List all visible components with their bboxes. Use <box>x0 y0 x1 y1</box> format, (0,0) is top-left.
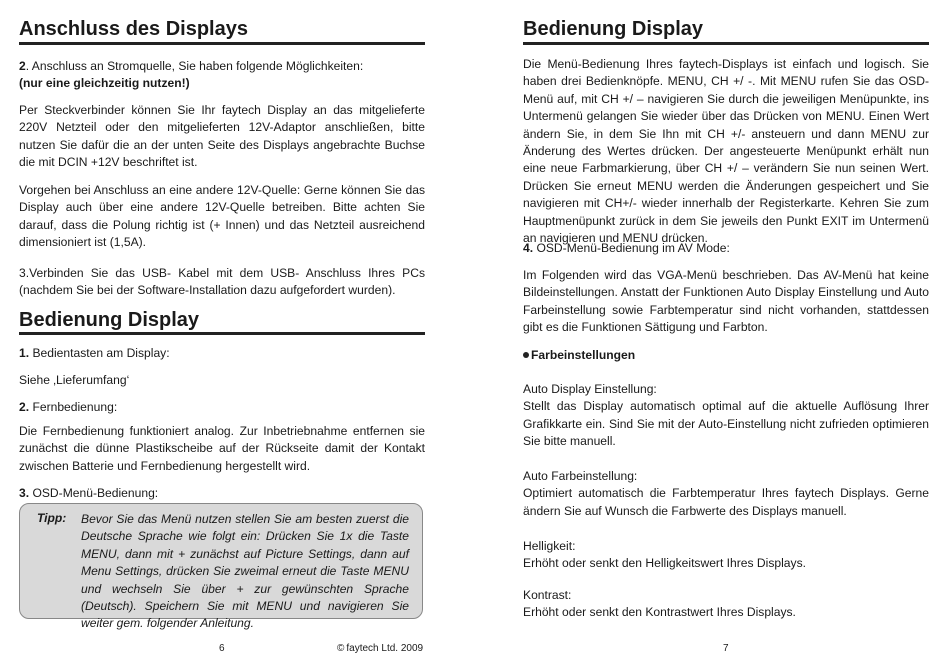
farbeinstellungen-heading <box>523 347 929 364</box>
section-title: Fernbedienung: <box>29 400 118 414</box>
bold-note: (nur eine gleichzeitig nutzen!) <box>19 76 190 91</box>
auto-farb-title: Auto Farbeinstellung: <box>523 469 638 483</box>
heading-rule <box>523 42 929 45</box>
left-page <box>19 0 425 659</box>
copyright-icon: © <box>337 643 345 654</box>
tip-text: Bevor Sie das Menü nutzen stellen Sie am besten zuerst die Deutsche Sprache wie folgt ein: Drücken Sie 1x die Taste MENU, dann mit + zunächst auf Picture Settings, dann auf Menu Settings, drücken Sie zweimal erneut die Taste MENU und wechseln Sie über + zur gewünschten Sprache (Deutsch). Speichern Sie mit MENU und navigieren Sie weiter gem. folgender Anleitung. <box>81 512 409 631</box>
auto-farb-block <box>523 468 929 520</box>
kontrast-block <box>523 587 929 622</box>
auto-display-block <box>523 381 929 451</box>
section-title: Bedientasten am Display: <box>29 346 170 360</box>
section-title: OSD-Menü-Bedienung im AV Mode: <box>533 241 730 255</box>
item-number: 3. <box>19 486 30 500</box>
page-number-left: 6 <box>219 643 225 654</box>
auto-display-body: Stellt das Display automatisch optimal auf die aktuelle Auflösung Ihrer Grafikkarte ein. Sind Sie mit der Auto-Einstellung nicht zufrieden optimieren Sie bitte manuell. <box>523 399 929 449</box>
right-page <box>523 0 929 659</box>
paragraph-fernbedienung: Die Fernbedienung funktioniert analog. Zur Inbetriebnahme entfernen sie zunächst die dünne Plastikscheibe auf der Rückseite damit der Kontakt zwischen Batterie und Fernbedienung hergestellt wird. <box>19 424 425 473</box>
heading-bedienung-right: Bedienung Display <box>523 18 704 40</box>
kontrast-title: Kontrast: <box>523 588 572 602</box>
item-number: 1. <box>19 346 30 360</box>
auto-display-title: Auto Display Einstellung: <box>523 382 657 396</box>
page-number-right: 7 <box>723 643 729 654</box>
item-number: 2. <box>19 400 30 414</box>
helligkeit-block <box>523 538 929 573</box>
item-number: 4. <box>523 241 534 255</box>
helligkeit-title: Helligkeit: <box>523 539 576 553</box>
heading-bedienung-left: Bedienung Display <box>19 309 200 331</box>
paragraph-text: . Anschluss an Stromquelle, Sie haben folgende Möglichkeiten: <box>25 59 364 73</box>
helligkeit-body: Erhöht oder senkt den Helligkeitswert Ihres Displays. <box>523 556 806 571</box>
heading-rule <box>19 332 425 335</box>
section-av-mode <box>523 240 929 257</box>
section-title: OSD-Menü-Bedienung: <box>29 486 159 500</box>
bullet-icon <box>523 352 529 358</box>
tip-box <box>19 503 423 631</box>
paragraph-steckverbinder: Per Steckverbinder können Sie Ihr faytech Display an das mitgelieferte 220V Netzteil oder den mitgelieferten 12V-Adaptor anschließen, bitte nutzen Sie dafür die an der unten Seite des Displays angebrachte Buchse die mit DCIN +12V beschriftet ist. <box>19 103 425 170</box>
auto-farb-body: Optimiert automatisch die Farbtemperatur Ihres faytech Displays. Gerne ändern Sie auf Wunsch die Farbwerte des Displays manuell. <box>523 486 929 518</box>
heading-rule <box>19 42 425 45</box>
paragraph-usb: 3.Verbinden Sie das USB- Kabel mit dem USB- Anschluss Ihres PCs (nachdem Sie bei der Software-Installation dazu aufgefordert wurden). <box>19 266 425 298</box>
paragraph-12v-quelle: Vorgehen bei Anschluss an eine andere 12V-Quelle: Gerne können Sie das Display auch über eine andere 12V-Quelle betreiben. Bitte achten Sie darauf, dass die Polung richtig ist (+ Innen) und das Netzteil ausreichend dimensioniert ist (1,5A). <box>19 183 425 250</box>
copyright <box>337 643 423 654</box>
kontrast-body: Erhöht oder senkt den Kontrastwert Ihres Displays. <box>523 605 796 620</box>
section-fernbedienung <box>19 399 425 416</box>
paragraph-stromquelle <box>19 58 425 93</box>
heading-anschluss: Anschluss des Displays <box>19 18 248 40</box>
copyright-text: faytech Ltd. 2009 <box>346 643 424 654</box>
item-number: 2 <box>19 59 26 73</box>
section-bedientasten <box>19 345 425 362</box>
paragraph-lieferumfang: Siehe ‚Lieferumfang‘ <box>19 373 130 387</box>
paragraph-vga-menu: Im Folgenden wird das VGA-Menü beschrieben. Das AV-Menü hat keine Bildeinstellungen. Anstatt der Funktionen Auto Display Einstellung und Auto Farbeinstellung sowie Farbtemperatur sind nicht vorhanden, stattdessen gibt es die Funktionen Sättigung und Farbton. <box>523 268 929 335</box>
farbeinstellungen-title: Farbeinstellungen <box>531 348 636 362</box>
tip-label: Tipp: <box>37 511 67 525</box>
paragraph-menu-bedienung: Die Menü-Bedienung Ihres faytech-Displays ist einfach und logisch. Sie haben drei Bedienknöpfe. MENU, CH +/ -. Mit MENU rufen Sie das OSD-Menü auf, mit CH +/ – navigieren Sie durch die jeweiligen Menüpunkte, ins Untermenü gelangen Sie wieder über das Drücken von MENU. Einen Wert ändern Sie, in dem Sie Ihn mit CH +/- ansteuern und dann MENU zur Änderung des Wertes drücken. Der angesteuerte Menüpunkt erhält nun eine neue Farbmarkierung, über CH +/ – verändern Sie nun seinen Wert. Drücken Sie erneut MENU werden die Änderungen gespeichert und Sie navigieren mit CH+/- wieder innerhalb der Registerkarte. Kehren Sie zum Hauptmenüpunkt zurück in dem Sie jeweils den Punkt EXIT im Untermenü an navigieren und MENU drücken. <box>523 57 929 246</box>
section-osd <box>19 485 425 502</box>
